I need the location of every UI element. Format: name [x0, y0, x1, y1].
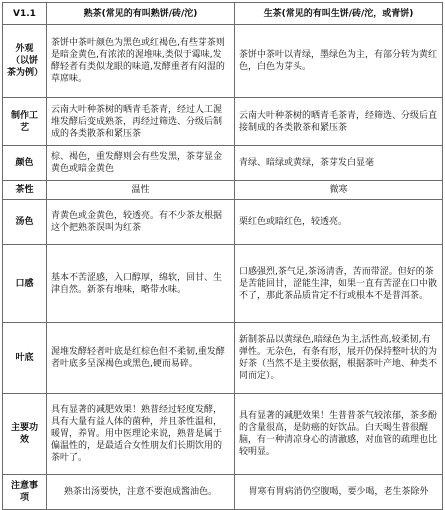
table-row-taste — [3, 245, 443, 323]
table-row-appearance — [3, 25, 443, 98]
raw-effect-cell: 具有显著的减肥效果！生普普茶气较浓郁，茶多酚的含量很高，是防癌的好饮品。白天喝生普很醒脑，有一种清凉身心的清澈感，对血管的疏理也比较明显。 — [235, 394, 443, 475]
row-label-craft: 制作工艺 — [3, 98, 47, 146]
row-label-taste: 口感 — [3, 245, 47, 323]
table-row-leaf — [3, 323, 443, 394]
raw-notes-cell: 胃寒有胃病消仍空腹喝，要少喝，老生茶除外 — [235, 475, 443, 510]
row-label-leaf: 叶底 — [3, 323, 47, 394]
raw-soup-cell: 栗红色或暗红色，较透亮。 — [235, 200, 443, 245]
raw-tea-column-header: 生茶(常见的有叫生饼/砖/沱，或青饼) — [235, 3, 443, 25]
ripe-taste-cell: 基本不苦涩感，入口醇厚，绵软，回甘、生津自然。新茶有堆味，略带水味。 — [47, 245, 235, 323]
row-label-soup: 汤色 — [3, 200, 47, 245]
ripe-tea-column-header: 熟茶(常见的有叫熟饼/砖/沱) — [47, 3, 235, 25]
ripe-leaf-cell: 渥堆发酵轻者叶底是红棕色但不柔韧,重发酵者叶底多呈深褐色或黑色,硬而易碎。 — [47, 323, 235, 394]
header-row — [3, 3, 443, 25]
raw-taste-cell: 口感强烈,茶气足,茶汤清香，苦而带涩。但好的茶是苦能回甘，涩能生津，如果一直有苦涩在口中散不了，那此茶品质肯定不行或根本不是普洱茶。 — [235, 245, 443, 323]
ripe-soup-cell: 青黄色或金黄色，较透亮。有不少茶友根据这个把熟茶误叫为红茶 — [47, 200, 235, 245]
row-label-effect: 主要功效 — [3, 394, 47, 475]
version-label: V1.1 — [3, 3, 47, 25]
row-label-nature: 茶性 — [3, 181, 47, 200]
ripe-appearance-cell: 茶饼中茶叶颜色为黑色或红褐色,有些芽茶则是暗金黄色,有浓浓的渥堆味,类似于霉味,发酵轻者有类似龙眼的味道,发酵重者有闷湿的草席味。 — [47, 25, 235, 98]
ripe-color-cell: 棕、褐色，重发酵则会有些发黑，茶芽显金黄色或暗金黄色 — [47, 146, 235, 181]
table-row-color — [3, 146, 443, 181]
row-label-appearance: 外观（以饼茶为例） — [3, 25, 47, 98]
raw-nature-cell: 微寒 — [235, 181, 443, 200]
ripe-nature-cell: 温性 — [47, 181, 235, 200]
raw-leaf-cell: 新制茶品以黄绿色,暗绿色为主,活性高,较柔韧,有弹性。无杂色，有条有形，展开仍保持整叶状的为好茶（当然不是主要依据，根据茶叶产地、种类不同而定）。 — [235, 323, 443, 394]
raw-color-cell: 青绿、暗绿或黄绿，茶芽发白显毫 — [235, 146, 443, 181]
ripe-effect-cell: 具有显著的减肥效果！熟普经过轻度发酵，具有大量有益人体的菌种，并且茶性温和，暖胃，养胃。用中医理论来说，熟普是属于偏温性的，是最适合女性朋友们长期饮用的茶叶了。 — [47, 394, 235, 475]
raw-appearance-cell: 茶饼中茶叶以青绿，墨绿色为主，有部分转为黄红色，白色为芽头。 — [235, 25, 443, 98]
ripe-craft-cell: 云南大叶种茶树的晒青毛茶青，经过人工渥堆发酵后变成熟茶，再经过筛选、分级后制成的各类散茶和紧压茶 — [47, 98, 235, 146]
ripe-notes-cell: 熟茶出汤要快，注意不要泡成酱油色。 — [47, 475, 235, 510]
row-label-notes: 注意事项 — [3, 475, 47, 510]
table-row-craft — [3, 98, 443, 146]
row-label-color: 颜色 — [3, 146, 47, 181]
table-row-soup — [3, 200, 443, 245]
tea-comparison-table — [2, 2, 443, 510]
table-row-nature — [3, 181, 443, 200]
table-row-notes — [3, 475, 443, 510]
table-row-effect — [3, 394, 443, 475]
raw-craft-cell: 云南大叶种茶树的晒青毛茶青，经筛选、分级后直接制成的各类散茶和紧压茶 — [235, 98, 443, 146]
